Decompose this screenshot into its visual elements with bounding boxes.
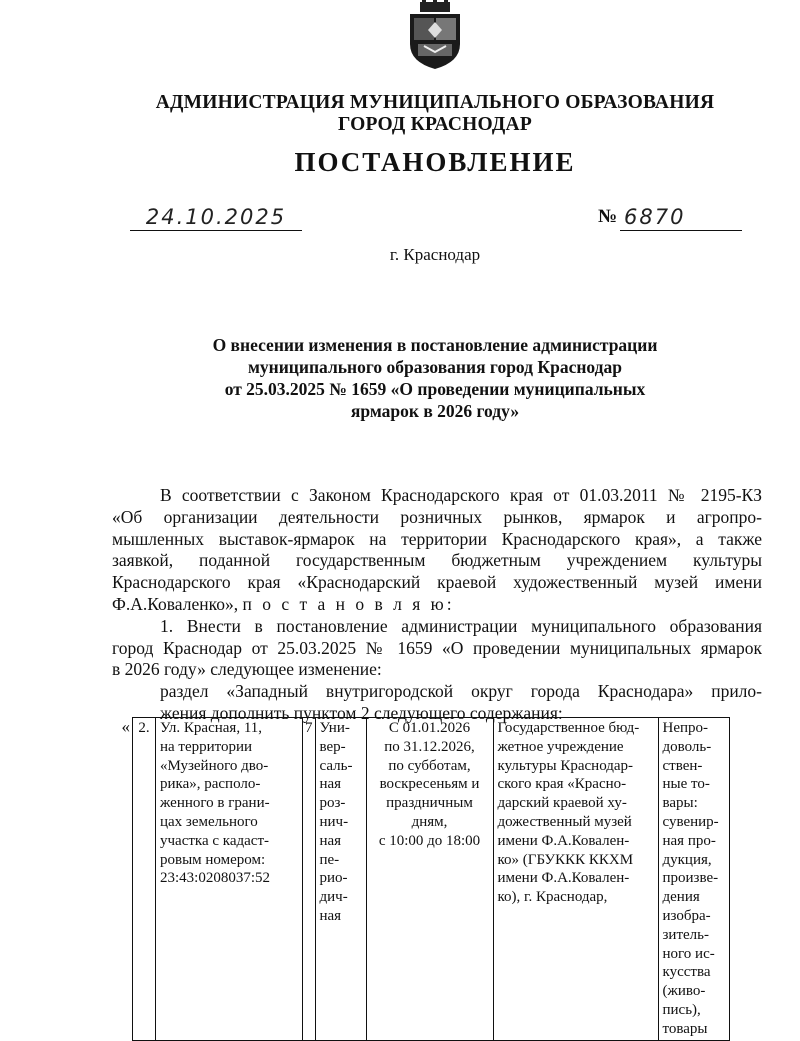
cell-organizer: Государственное бюд- жетное учреждение культуры Краснодар- ского края «Красно- дарский краевой ху- дожественный музей имени Ф.А.Ковален- ко» (ГБУККК ККХМ имени Ф.А.Ковален- ко), г. Краснодар, [493,718,658,1041]
body-line: 1. Внести в постановление администрации муниципального образования [160,615,762,636]
title-line: муниципального образования город Краснодар [247,357,623,377]
city: г. Краснодар [389,245,481,264]
body-line: «Об организации деятельности розничных рынков, ярмарок и агропро- [112,506,762,527]
cell-address: Ул. Красная, 11, на территории «Музейного дво- рика», располо- женного в грани- цах земельного участка с кадаст- ровым номером: 23:43:0208037:52 [156,718,303,1041]
org-name-line2: ГОРОД КРАСНОДАР [338,114,532,135]
number-sign: № [598,206,618,227]
body-line: город Краснодар от 25.03.2025 № 1659 «О проведении муниципальных ярмарок [112,637,762,658]
body-line: Краснодарского края «Краснодарский краевой художественный музей имени [112,572,762,593]
fair-table [112,717,730,1041]
resolution-word: п о с т а н о в л я ю: [242,593,455,614]
body-line: в 2026 году» следующее изменение: [112,659,382,680]
body-line: В соответствии с Законом Краснодарского края от 01.03.2011 № 2195-КЗ [160,485,762,505]
cell-period: С 01.01.2026 по 31.12.2026, по субботам, воскресеньям и праздничным дням, с 10:00 до 18:00 [366,718,493,1041]
open-quote: « [121,716,130,736]
cell-type: Уни- вер- саль- ная роз- нич- ная пе- рио- дич- ная [315,718,366,1041]
body-line: заявкой, поданной государственным бюджетным учреждением культуры [112,550,762,571]
coat-of-arms-icon [404,0,466,70]
body-line: мышленных выставок-ярмарок на территории Краснодарского края», а также [112,528,762,549]
body-text [112,485,762,725]
cell-number: 2. [133,718,156,1041]
body-line: раздел «Западный внутригородской округ города Краснодара» прило- [160,681,762,702]
org-name-line1: АДМИНИСТРАЦИЯ МУНИЦИПАЛЬНОГО ОБРАЗОВАНИЯ [155,92,715,113]
document-title [150,334,720,422]
cell-goods: Непро- доволь- ствен- ные то- вары: сувенир- ная про- дукция, произве- дения изобра- зитель- ного ис- кусства (живо- пись), товары [658,718,729,1041]
cell-places: 7 [303,718,316,1041]
document-number: 6870 [620,205,742,231]
document-type: ПОСТАНОВЛЕНИЕ [294,147,576,177]
title-line: О внесении изменения в постановление администрации [212,335,658,355]
title-line: от 25.03.2025 № 1659 «О проведении муниципальных [224,379,646,399]
document-date: 24.10.2025 [130,205,302,231]
body-line [112,594,762,616]
table-row [112,718,729,1041]
body-line-tail: Ф.А.Коваленко», [112,593,239,614]
body-line: жения дополнить пунктом 2 следующего содержания: [160,702,563,723]
title-line: ярмарок в 2026 году» [350,401,520,421]
